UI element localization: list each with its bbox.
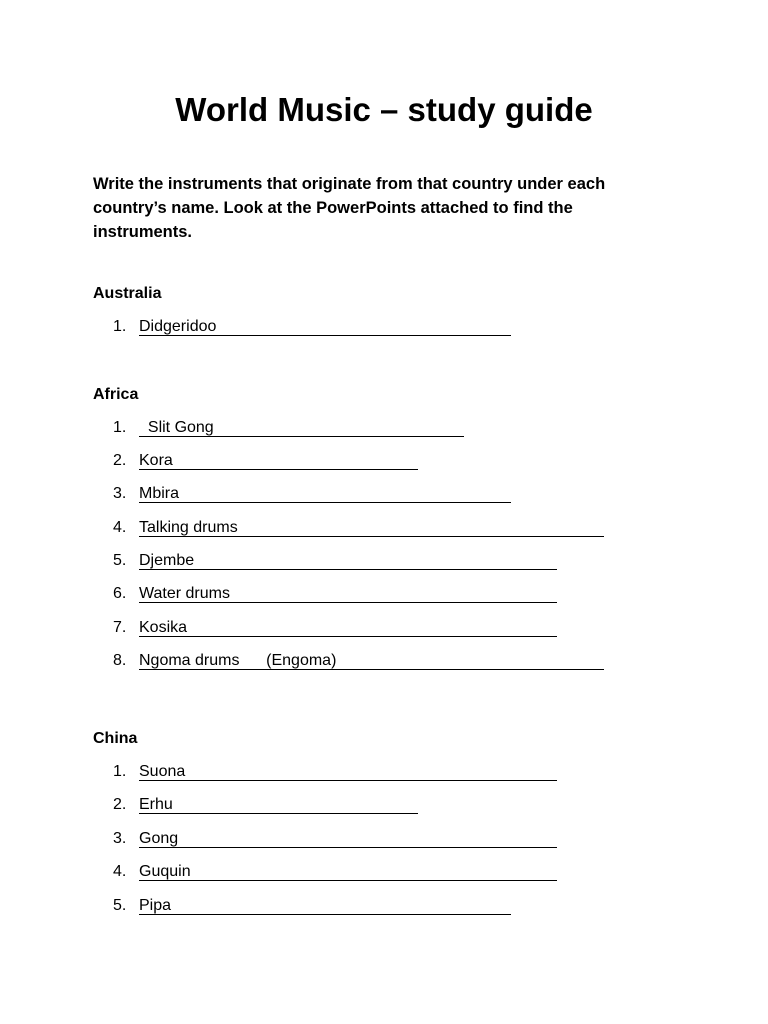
- section-heading-china: China: [93, 730, 138, 747]
- list-item: [113, 828, 557, 850]
- answer-line: Water drums: [139, 583, 557, 603]
- answer-line: Slit Gong: [139, 417, 464, 437]
- list-item: [113, 417, 464, 439]
- list-item: [113, 517, 604, 539]
- answer-line: Mbira: [139, 483, 511, 503]
- section-heading-africa: Africa: [93, 386, 139, 403]
- item-number: 8.: [113, 652, 127, 669]
- item-number: 1.: [113, 419, 127, 436]
- list-item: [113, 650, 604, 672]
- list-item: [113, 895, 511, 917]
- answer-line: Ngoma drums (Engoma): [139, 650, 604, 670]
- page-title: World Music – study guide: [175, 91, 593, 128]
- item-number: 3.: [113, 830, 127, 847]
- answer-line: Didgeridoo: [139, 316, 511, 336]
- list-item: [113, 794, 418, 816]
- item-number: 4.: [113, 519, 127, 536]
- item-number: 2.: [113, 452, 127, 469]
- list-item: [113, 583, 557, 605]
- list-item: [113, 450, 418, 472]
- item-number: 5.: [113, 897, 127, 914]
- answer-line: Kora: [139, 450, 418, 470]
- item-number: 4.: [113, 863, 127, 880]
- list-item: [113, 316, 511, 338]
- list-item: [113, 861, 557, 883]
- instructions-text: Write the instruments that originate from that country under each country’s name. Look at the PowerPoints attached to find the instruments.: [93, 175, 606, 241]
- list-item: [113, 483, 511, 505]
- answer-line: Guquin: [139, 861, 557, 881]
- list-item: [113, 761, 557, 783]
- item-number: 1.: [113, 318, 127, 335]
- item-number: 7.: [113, 619, 127, 636]
- answer-line: Kosika: [139, 617, 557, 637]
- item-number: 3.: [113, 485, 127, 502]
- list-item: [113, 617, 557, 639]
- item-number: 2.: [113, 796, 127, 813]
- list-item: [113, 550, 557, 572]
- answer-line: Pipa: [139, 895, 511, 915]
- item-number: 6.: [113, 585, 127, 602]
- answer-line: Gong: [139, 828, 557, 848]
- item-number: 1.: [113, 763, 127, 780]
- item-number: 5.: [113, 552, 127, 569]
- answer-line: Suona: [139, 761, 557, 781]
- section-heading-australia: Australia: [93, 285, 162, 302]
- answer-line: Talking drums: [139, 517, 604, 537]
- answer-line: Djembe: [139, 550, 557, 570]
- answer-line: Erhu: [139, 794, 418, 814]
